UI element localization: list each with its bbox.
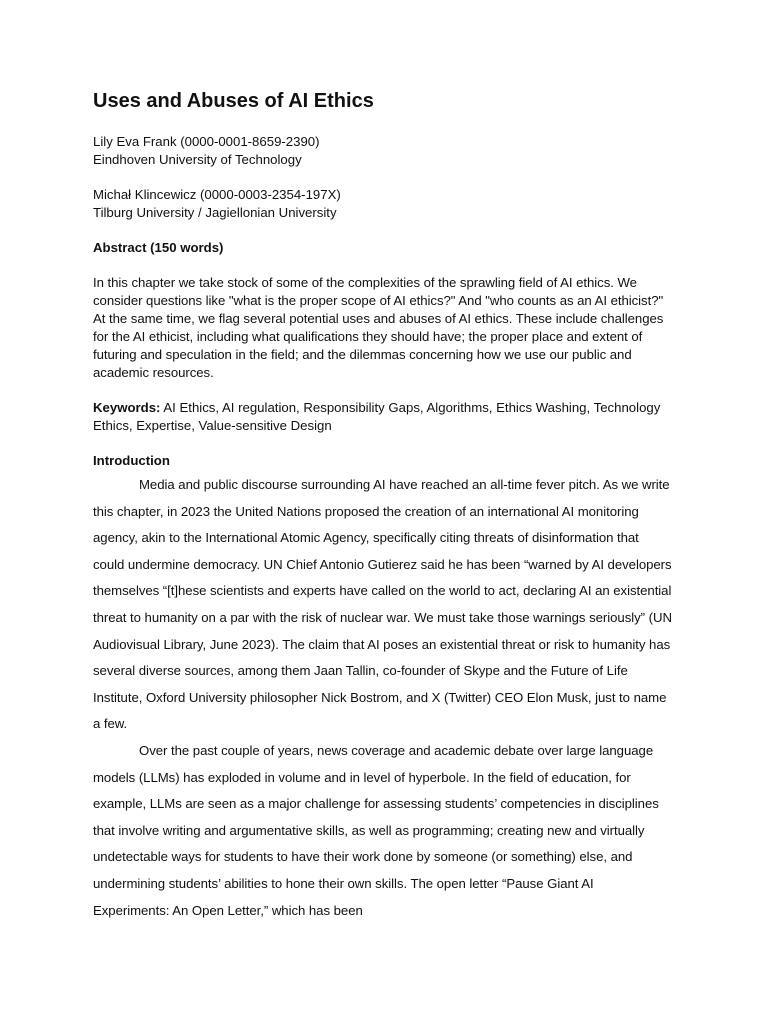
abstract-heading: Abstract (150 words) xyxy=(93,240,224,255)
paper-title: Uses and Abuses of AI Ethics xyxy=(93,90,374,112)
introduction-heading: Introduction xyxy=(93,453,170,468)
author-2-name: Michał Klincewicz (0000-0003-2354-197X) xyxy=(93,187,341,202)
keywords-list: AI Ethics, AI regulation, Responsibility Gaps, Algorithms, Ethics Washing, Technology Ethics, Expertise, Value-sensitive Design xyxy=(93,400,661,433)
keywords xyxy=(93,399,673,435)
author-2-affiliation: Tilburg University / Jagiellonian University xyxy=(93,205,337,220)
body-paragraph-1: Media and public discourse surrounding AI have reached an all-time fever pitch. As we write this chapter, in 2023 the United Nations proposed the creation of an international AI monitoring agency, akin to the International Atomic Agency, specifically citing threats of disinformation that could undermine democracy. UN Chief Antonio Gutierez said he has been “warned by AI developers themselves “[t]hese scientists and experts have called on the world to act, declaring AI an existential threat to humanity on a par with the risk of nuclear war. We must take those warnings seriously” (UN Audiovisual Library, June 2023). The claim that AI poses an existential threat or risk to humanity has several diverse sources, among them Jaan Tallin, co-founder of Skype and the Future of Life Institute, Oxford University philosopher Nick Bostrom, and X (Twitter) CEO Elon Musk, just to name a few. xyxy=(93,477,672,732)
author-1-affiliation: Eindhoven University of Technology xyxy=(93,152,302,167)
author-1 xyxy=(93,133,673,169)
body-paragraph-2: Over the past couple of years, news coverage and academic debate over large language models (LLMs) has exploded in volume and in level of hyperbole. In the field of education, for example, LLMs are seen as a major challenge for assessing students’ competencies in disciplines that involve writing and argumentative skills, as well as programming; creating new and virtually undetectable ways for students to have their work done by someone (or something) else, and undermining students’ abilities to hone their own skills. The open letter “Pause Giant AI Experiments: An Open Letter,” which has been xyxy=(93,742,659,918)
keywords-label: Keywords: xyxy=(93,400,161,415)
author-2 xyxy=(93,186,673,222)
author-1-name: Lily Eva Frank (0000-0001-8659-2390) xyxy=(93,134,320,149)
abstract-text: In this chapter we take stock of some of the complexities of the sprawling field of AI ethics. We consider questions like "what is the proper scope of AI ethics?" And "who counts as an AI ethicist?" At the same time, we flag several potential uses and abuses of AI ethics. These include challenges for the AI ethicist, including what qualifications they should have; the proper place and extent of futuring and speculation in the field; and the dilemmas concerning how we use our public and academic resources. xyxy=(93,275,664,380)
document-page xyxy=(93,88,673,924)
